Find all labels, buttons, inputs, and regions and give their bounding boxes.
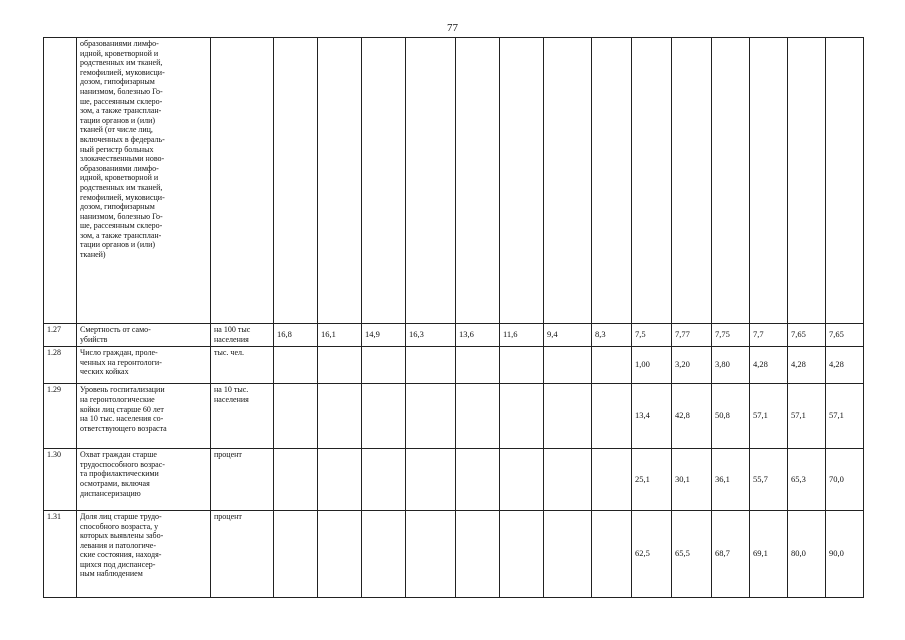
value-cell — [318, 449, 362, 511]
value-cell: 7,77 — [672, 324, 712, 346]
value-cell — [592, 346, 632, 383]
value-cell — [500, 384, 544, 449]
unit-cell: процент — [211, 449, 274, 511]
value-cell: 70,0 — [826, 449, 864, 511]
value-cell: 90,0 — [826, 510, 864, 597]
indicator-name-cell — [77, 38, 211, 324]
value-cell — [672, 38, 712, 324]
value-cell: 16,1 — [318, 324, 362, 346]
value-cell — [544, 384, 592, 449]
unit-cell: тыс. чел. — [211, 346, 274, 383]
unit-cell: на 100 тыс населения — [211, 324, 274, 346]
value-cell: 11,6 — [500, 324, 544, 346]
value-cell — [362, 449, 406, 511]
row-number-cell: 1.27 — [44, 324, 77, 346]
table-row — [44, 346, 864, 383]
value-cell — [544, 510, 592, 597]
unit-cell: процент — [211, 510, 274, 597]
table-row — [44, 324, 864, 346]
value-cell — [318, 346, 362, 383]
unit-cell — [211, 38, 274, 324]
value-cell: 9,4 — [544, 324, 592, 346]
value-cell — [318, 38, 362, 324]
value-cell: 55,7 — [750, 449, 788, 511]
value-cell — [456, 384, 500, 449]
value-cell — [362, 346, 406, 383]
value-cell — [406, 38, 456, 324]
value-cell — [592, 384, 632, 449]
value-cell — [544, 346, 592, 383]
value-cell — [274, 510, 318, 597]
value-cell: 1,00 — [632, 346, 672, 383]
value-cell: 30,1 — [672, 449, 712, 511]
value-cell: 3,20 — [672, 346, 712, 383]
table-row — [44, 510, 864, 597]
value-cell — [406, 346, 456, 383]
row-number-cell: 1.29 — [44, 384, 77, 449]
value-cell: 36,1 — [712, 449, 750, 511]
value-cell: 16,8 — [274, 324, 318, 346]
value-cell: 3,80 — [712, 346, 750, 383]
value-cell: 4,28 — [826, 346, 864, 383]
value-cell: 68,7 — [712, 510, 750, 597]
value-cell — [274, 384, 318, 449]
value-cell — [500, 346, 544, 383]
value-cell: 7,75 — [712, 324, 750, 346]
value-cell: 13,6 — [456, 324, 500, 346]
value-cell: 57,1 — [788, 384, 826, 449]
value-cell: 80,0 — [788, 510, 826, 597]
value-cell: 7,65 — [826, 324, 864, 346]
indicator-name-cell: Смертность от само- убийств — [77, 324, 211, 346]
value-cell: 7,5 — [632, 324, 672, 346]
value-cell: 13,4 — [632, 384, 672, 449]
value-cell — [712, 38, 750, 324]
value-cell — [362, 384, 406, 449]
value-cell: 4,28 — [750, 346, 788, 383]
row-number-cell: 1.28 — [44, 346, 77, 383]
value-cell — [544, 38, 592, 324]
value-cell — [500, 510, 544, 597]
value-cell: 62,5 — [632, 510, 672, 597]
value-cell — [362, 510, 406, 597]
indicator-name-cell: Охват граждан старше трудоспособного возрас- та профилактическими осмотрами, включая диспансеризацию — [77, 449, 211, 511]
value-cell — [500, 449, 544, 511]
value-cell: 16,3 — [406, 324, 456, 346]
value-cell — [274, 38, 318, 324]
indicator-name-cell: Уровень госпитализации на геронтологические койки лиц старше 60 лет на 10 тыс. населения со- ответствующего возраста — [77, 384, 211, 449]
value-cell: 57,1 — [826, 384, 864, 449]
value-cell — [274, 346, 318, 383]
unit-cell: на 10 тыс. населения — [211, 384, 274, 449]
value-cell: 7,7 — [750, 324, 788, 346]
value-cell — [318, 384, 362, 449]
value-cell — [456, 449, 500, 511]
table-row-continuation — [44, 38, 864, 324]
value-cell: 8,3 — [592, 324, 632, 346]
value-cell — [592, 449, 632, 511]
value-cell: 14,9 — [362, 324, 406, 346]
value-cell — [750, 38, 788, 324]
value-cell: 57,1 — [750, 384, 788, 449]
value-cell — [318, 510, 362, 597]
value-cell — [592, 38, 632, 324]
value-cell — [406, 510, 456, 597]
row-number-cell — [44, 38, 77, 324]
value-cell: 4,28 — [788, 346, 826, 383]
value-cell — [788, 38, 826, 324]
value-cell: 69,1 — [750, 510, 788, 597]
page-number: 77 — [447, 22, 458, 34]
value-cell: 7,65 — [788, 324, 826, 346]
indicator-name-cell: Число граждан, проле- ченных на геронтологи- ческих койках — [77, 346, 211, 383]
table-row — [44, 384, 864, 449]
value-cell — [500, 38, 544, 324]
indicators-table — [43, 37, 864, 598]
value-cell — [362, 38, 406, 324]
value-cell — [544, 449, 592, 511]
value-cell — [456, 38, 500, 324]
value-cell: 25,1 — [632, 449, 672, 511]
value-cell — [826, 38, 864, 324]
continuation-text: образованиями лимфо- идной, кроветворной и родственных им тканей, гемофилией, муковисци- дозом, гипофизарным нанизмом, болезнью Го- ше, рассеянным склеро- зом, а также трансплан- тации органов и (или) тканей (от числе лиц, включенных в федераль- ный регистр больных злокачественными ново- образованиями лимфо- идной, кроветворной и родственных им тканей, гемофилией, муковисци- дозом, гипофизарным нанизмом, болезнью Го- ше, рассеянным склеро- зом, а также трансплан- тации органов и (или) тканей) — [80, 39, 165, 260]
value-cell — [406, 449, 456, 511]
value-cell: 50,8 — [712, 384, 750, 449]
table-row — [44, 449, 864, 511]
value-cell — [274, 449, 318, 511]
row-number-cell: 1.31 — [44, 510, 77, 597]
row-number-cell: 1.30 — [44, 449, 77, 511]
value-cell — [456, 510, 500, 597]
value-cell: 42,8 — [672, 384, 712, 449]
value-cell — [456, 346, 500, 383]
value-cell — [406, 384, 456, 449]
indicator-name-cell: Доля лиц старше трудо- способного возраста, у которых выявлены забо- левания и патологиче- ские состояния, находя- щихся под диспансер- ным наблюдением — [77, 510, 211, 597]
value-cell: 65,5 — [672, 510, 712, 597]
value-cell: 65,3 — [788, 449, 826, 511]
value-cell — [632, 38, 672, 324]
value-cell — [592, 510, 632, 597]
